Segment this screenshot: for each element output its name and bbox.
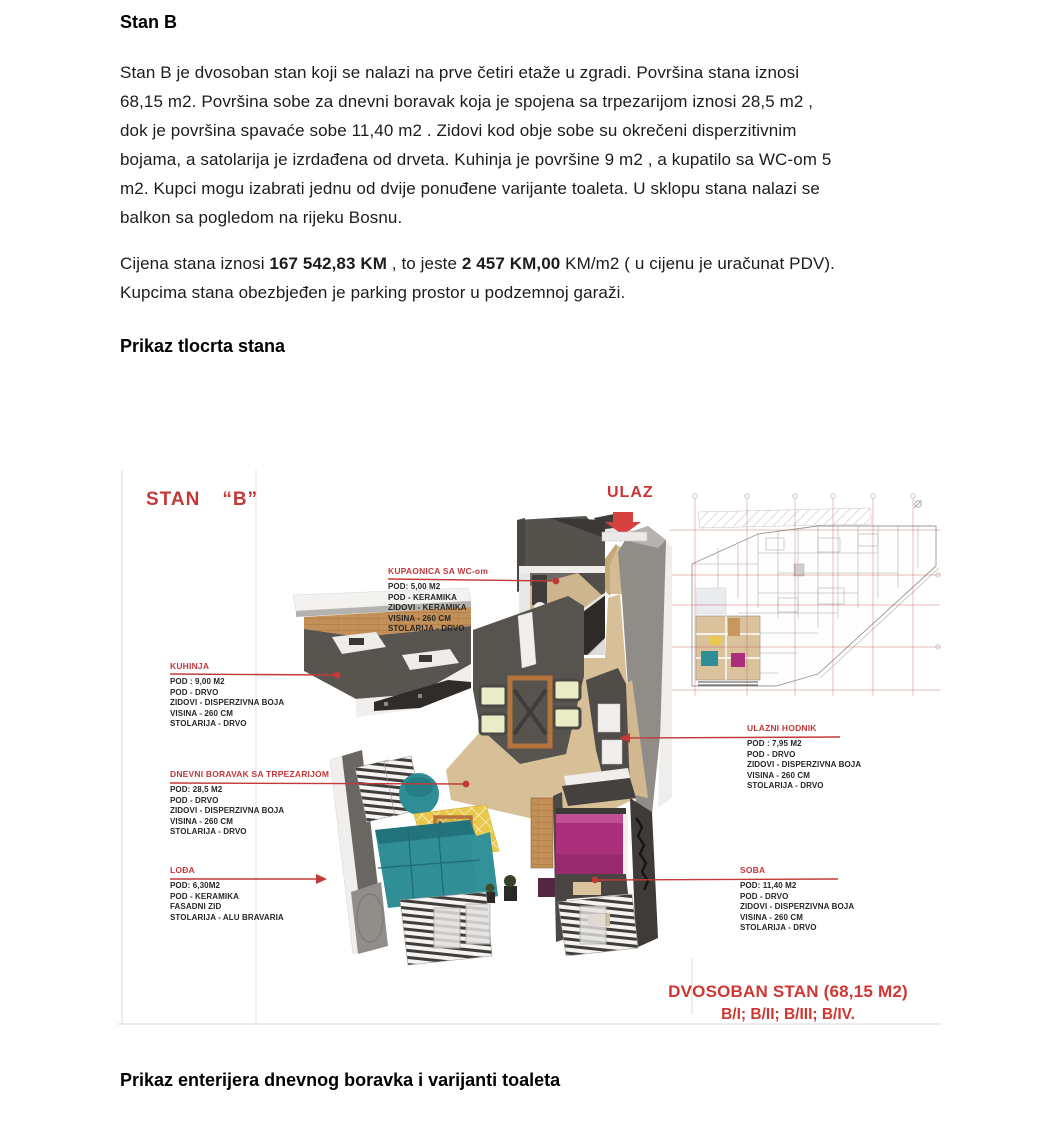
intro-line: m2. Kupci mogu izabrati jednu od dvije ponuđene varijante toaleta. U sklopu stana nalazi se <box>120 179 820 198</box>
price-text: , to jeste <box>386 254 462 273</box>
price-line: Kupcima stana obezbjeđen je parking prostor u podzemnoj garaži. <box>120 283 626 302</box>
callout-line: VISINA - 260 CM <box>747 770 810 780</box>
interior-heading: Prikaz enterijera dnevnog boravka i varijanti toaleta <box>120 1070 561 1090</box>
callout-line: POD - DRVO <box>747 749 796 759</box>
price-paragraph <box>120 249 960 307</box>
diameter-mark <box>914 500 922 508</box>
callout-title: LOĐA <box>170 865 195 875</box>
callout-line: ZIDOVI - DISPERZIVNA BOJA <box>747 760 862 769</box>
callout-line: STOLARIJA - DRVO <box>170 827 247 836</box>
callout-line: ZIDOVI - DISPERZIVNA BOJA <box>740 902 855 911</box>
callout-line: STOLARIJA - ALU BRAVARIA <box>170 912 284 922</box>
callout-soba <box>740 865 854 934</box>
figure-title-letter: “B” <box>222 489 259 510</box>
callout-line: FASADNI ZID <box>170 902 222 911</box>
summary-floors: B/I; B/II; B/III; B/IV. <box>721 1006 855 1023</box>
callout-ulazni-hodnik <box>747 723 861 792</box>
callout-line: VISINA - 260 CM <box>170 708 233 718</box>
callout-line: VISINA - 260 CM <box>388 613 451 623</box>
intro-line: bojama, a satolarija je izrdađena od drveta. Kuhinja je površine 9 m2 , a kupatilo sa WC-om 5 <box>120 150 832 169</box>
callout-line: VISINA - 260 CM <box>740 912 803 922</box>
callout-title: DNEVNI BORAVAK SA TRPEZARIJOM <box>170 769 330 779</box>
callout-line: ZIDOVI - KERAMIKA <box>388 603 467 612</box>
intro-line: dok je površina spavaće sobe 11,40 m2 . Zidovi kod obje sobe su okrečeni disperzitivnim <box>120 121 797 140</box>
callout-title: KUPAONICA SA WC-om <box>388 566 489 576</box>
figure-title <box>146 489 258 511</box>
callout-line: POD - KERAMIKA <box>388 592 457 602</box>
intro-paragraph <box>120 58 960 232</box>
callout-line: POD : 9,00 M2 <box>170 677 225 686</box>
callout-line: POD : 7,95 M2 <box>747 739 802 748</box>
page-title: Stan B <box>120 12 178 32</box>
callout-line: POD - DRVO <box>170 687 219 697</box>
callout-line: POD - DRVO <box>170 795 219 805</box>
callout-line: POD: 11,40 M2 <box>740 881 797 890</box>
bench <box>538 878 555 897</box>
price-text: Cijena stana iznosi <box>120 254 270 273</box>
callout-lodja <box>170 865 284 923</box>
callout-line: POD: 28,5 M2 <box>170 785 223 794</box>
callout-kupaonica <box>388 566 488 635</box>
price-line <box>120 249 960 278</box>
price-total: 167 542,83 KM <box>269 254 387 273</box>
price-per-m2: 2 457 KM,00 <box>461 254 561 273</box>
callout-kuhinja <box>170 661 284 730</box>
callout-line: STOLARIJA - DRVO <box>747 781 824 790</box>
apartment-summary <box>588 980 988 1026</box>
callout-title: SOBA <box>740 865 766 875</box>
callout-line: STOLARIJA - DRVO <box>740 923 817 932</box>
callout-line: POD: 5,00 M2 <box>388 582 441 591</box>
summary-title: DVOSOBAN STAN (68,15 M2) <box>668 982 908 1001</box>
callout-line: ZIDOVI - DISPERZIVNA BOJA <box>170 806 285 815</box>
callout-line: POD: 6,30M2 <box>170 881 221 890</box>
callout-line: ZIDOVI - DISPERZIVNA BOJA <box>170 698 285 707</box>
wardrobe <box>531 798 553 868</box>
intro-line: Stan B je dvosoban stan koji se nalazi na prve četiri etaže u zgradi. Površina stana iznosi <box>120 63 800 82</box>
floorplan-heading: Prikaz tlocrta stana <box>120 336 286 356</box>
callout-line: POD - DRVO <box>740 891 789 901</box>
callout-line: POD - KERAMIKA <box>170 891 239 901</box>
price-text: KM/m2 ( u cijenu je uračunat PDV). <box>560 254 835 273</box>
intro-line: 68,15 m2. Površina sobe za dnevni boravak koja je spojena sa trpezarijom iznosi 28,5 m2 , <box>120 92 814 111</box>
callout-line: VISINA - 260 CM <box>170 816 233 826</box>
callout-line: STOLARIJA - DRVO <box>170 719 247 728</box>
callout-line: STOLARIJA - DRVO <box>388 624 465 633</box>
intro-line: balkon sa pogledom na rijeku Bosnu. <box>120 208 403 227</box>
callout-title: KUHINJA <box>170 661 210 671</box>
entrance-label: ULAZ <box>607 484 654 501</box>
floorplan-figure <box>118 468 942 1050</box>
figure-title-stan: STAN <box>146 489 201 510</box>
callout-title: ULAZNI HODNIK <box>747 723 817 733</box>
callout-dnevni-boravak <box>170 769 329 838</box>
